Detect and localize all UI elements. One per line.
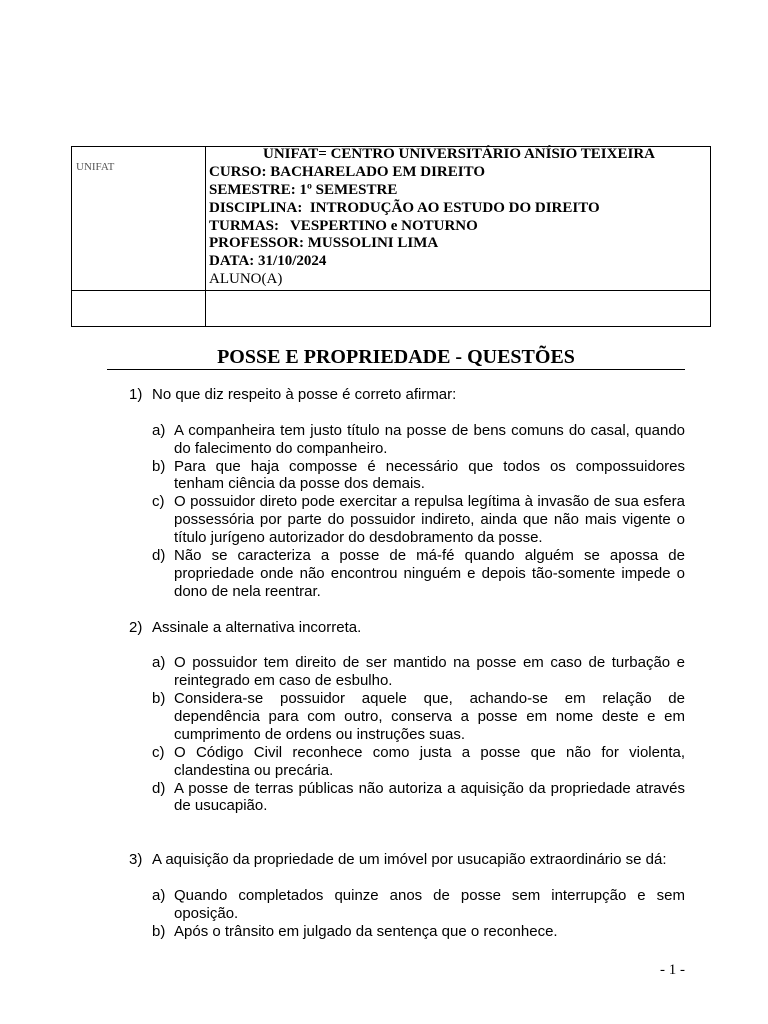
options-list [129,422,685,601]
option-b [129,690,685,744]
page-number: - 1 - [660,962,685,978]
option-line: propriedade onde não encontrou ninguém e depois tão-somente impede o [174,564,685,582]
option-line: dependência para com outro, conserva a posse em nome deste e em [174,708,685,726]
option-line: Após o trânsito em julgado da sentença que o reconhece. [174,922,558,940]
option-line: reintegrado em caso de esbulho. [174,672,393,690]
option-text [174,547,685,601]
option-line: clandestina ou precária. [174,761,334,779]
options-list [129,887,685,941]
option-letter: d) [152,547,166,565]
question-text: A aquisição da propriedade de um imóvel por usucapião extraordinário se dá: [152,851,667,869]
option-text [174,923,685,941]
option-text [174,690,685,744]
option-line: O Código Civil reconhece como justa a posse que não for violenta, [174,743,685,761]
option-letter: a) [152,886,166,904]
questions-list [129,386,685,941]
option-letter: c) [152,743,165,761]
option-c [129,744,685,780]
option-letter: c) [152,493,165,511]
option-text [174,744,685,780]
option-line: dono de nela reentrar. [174,582,321,600]
question-number: 3) [129,851,143,869]
institution-logo-text: UNIFAT [76,161,115,173]
discipline-line: DISCIPLINA: INTRODUÇÃO AO ESTUDO DO DIREITO [209,199,600,216]
question-text: No que diz respeito à posse é correto afirmar: [152,386,457,403]
option-a [129,887,685,923]
question-header [129,851,685,869]
empty-cell-left [72,291,205,326]
question-text: Assinale a alternativa incorreta. [152,618,362,636]
header-table [71,146,711,327]
course-line: CURSO: BACHARELADO EM DIREITO [209,163,486,180]
semester-line: SEMESTRE: 1º SEMESTRE [209,181,398,198]
option-line: O possuidor direto pode exercitar a repulsa legítima à invasão de sua esfera [174,493,685,511]
question-2 [129,619,685,816]
option-b [129,923,685,941]
professor-line: PROFESSOR: MUSSOLINI LIMA [209,235,439,252]
option-letter: b) [152,690,166,708]
options-list [129,654,685,815]
option-text [174,422,685,458]
question-number: 2) [129,618,143,636]
option-line: título jurígeno autorizador do desdobramento da posse. [174,529,543,547]
option-line: cumprimento de ordens ou instruções suas. [174,725,465,743]
option-line: tenham ciência da posse dos demais. [174,475,425,493]
option-line: oposição. [174,904,239,922]
option-line: O possuidor tem direito de ser mantido na posse em caso de turbação e [174,654,685,672]
question-header [129,619,685,637]
option-text [174,887,685,923]
option-text [174,654,685,690]
date-line: DATA: 31/10/2024 [209,253,327,270]
header-info-cell [209,146,709,289]
question-header [129,386,685,404]
option-text [174,780,685,816]
question-number: 1) [129,386,143,403]
option-line: do falecimento do companheiro. [174,439,388,457]
student-label: ALUNO(A) [209,271,283,288]
option-b [129,458,685,494]
option-letter: a) [152,654,166,672]
option-d [129,780,685,816]
option-line: possessória por parte do possuidor indireto, ainda que não mais vigente o [174,511,685,529]
institution-name: UNIFAT= CENTRO UNIVERSITÁRIO ANÍSIO TEIXEIRA [263,146,655,162]
document-title: POSSE E PROPRIEDADE - QUESTÕES [107,345,685,370]
option-line: Quando completados quinze anos de posse sem interrupção e sem [174,886,685,904]
option-d [129,547,685,601]
option-c [129,493,685,547]
student-name-field [206,291,710,326]
option-line: de usucapião. [174,797,268,815]
option-letter: a) [152,421,166,439]
option-line: Não se caracteriza a posse de má-fé quando alguém se apossa de [174,547,685,565]
question-3 [129,851,685,940]
option-line: Considera-se possuidor aquele que, achando-se em relação de [174,690,685,708]
question-1 [129,386,685,601]
option-line: A companheira tem justo título na posse de bens comuns do casal, quando [174,421,685,439]
classes-line: TURMAS: VESPERTINO e NOTURNO [209,217,478,234]
option-a [129,654,685,690]
option-text [174,493,685,547]
option-text [174,458,685,494]
option-letter: b) [152,457,166,475]
option-line: A posse de terras públicas não autoriza a aquisição da propriedade através [174,779,685,797]
option-letter: b) [152,922,166,940]
option-a [129,422,685,458]
option-letter: d) [152,779,166,797]
option-line: Para que haja composse é necessário que todos os compossuidores [174,457,685,475]
